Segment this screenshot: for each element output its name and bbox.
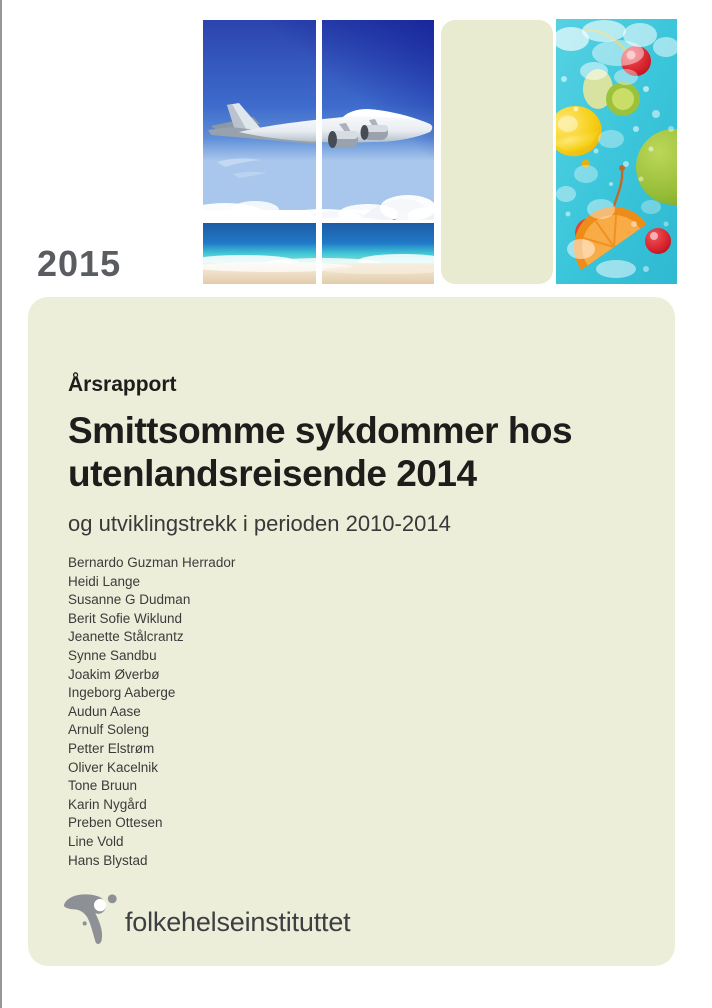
authors-list [68, 554, 235, 870]
decorative-tab [441, 20, 553, 284]
airplane-beach-photo [203, 20, 434, 284]
author-name: Synne Sandbu [68, 647, 157, 663]
author-name: Petter Elstrøm [68, 740, 155, 756]
publisher-name: folkehelseinstituttet [125, 906, 351, 937]
publisher-logo [61, 893, 350, 951]
report-title: Smittsomme sykdommer hos utenlandsreisende 2014 [68, 410, 573, 494]
author-name: Bernardo Guzman Herrador [68, 555, 236, 570]
author-name: Ingeborg Aaberge [68, 685, 176, 701]
author-name: Tone Bruun [68, 778, 138, 794]
author-name: Line Vold [68, 833, 124, 849]
author-name: Jeanette Stålcrantz [68, 629, 184, 645]
author-name: Oliver Kacelnik [68, 759, 159, 775]
year-label: 2015 [37, 243, 122, 284]
report-subtitle: og utviklingstrekk i perioden 2010-2014 [68, 511, 451, 536]
author-name: Berit Sofie Wiklund [68, 610, 183, 626]
photo-divider [316, 20, 322, 284]
report-type-label: Årsrapport [68, 373, 177, 396]
author-name: Heidi Lange [68, 573, 141, 589]
author-name: Susanne G Dudman [68, 592, 191, 608]
fruit-splash-photo [556, 19, 677, 284]
author-name: Audun Aase [68, 703, 141, 719]
author-name: Joakim Øverbø [68, 666, 160, 682]
author-name: Arnulf Soleng [68, 722, 150, 738]
author-name: Karin Nygård [68, 796, 147, 812]
author-name: Preben Ottesen [68, 815, 163, 831]
cover-panel [28, 297, 675, 966]
fruit-splash-illustration [556, 19, 677, 284]
fhi-logo-icon [61, 893, 119, 951]
author-name: Hans Blystad [68, 852, 148, 868]
